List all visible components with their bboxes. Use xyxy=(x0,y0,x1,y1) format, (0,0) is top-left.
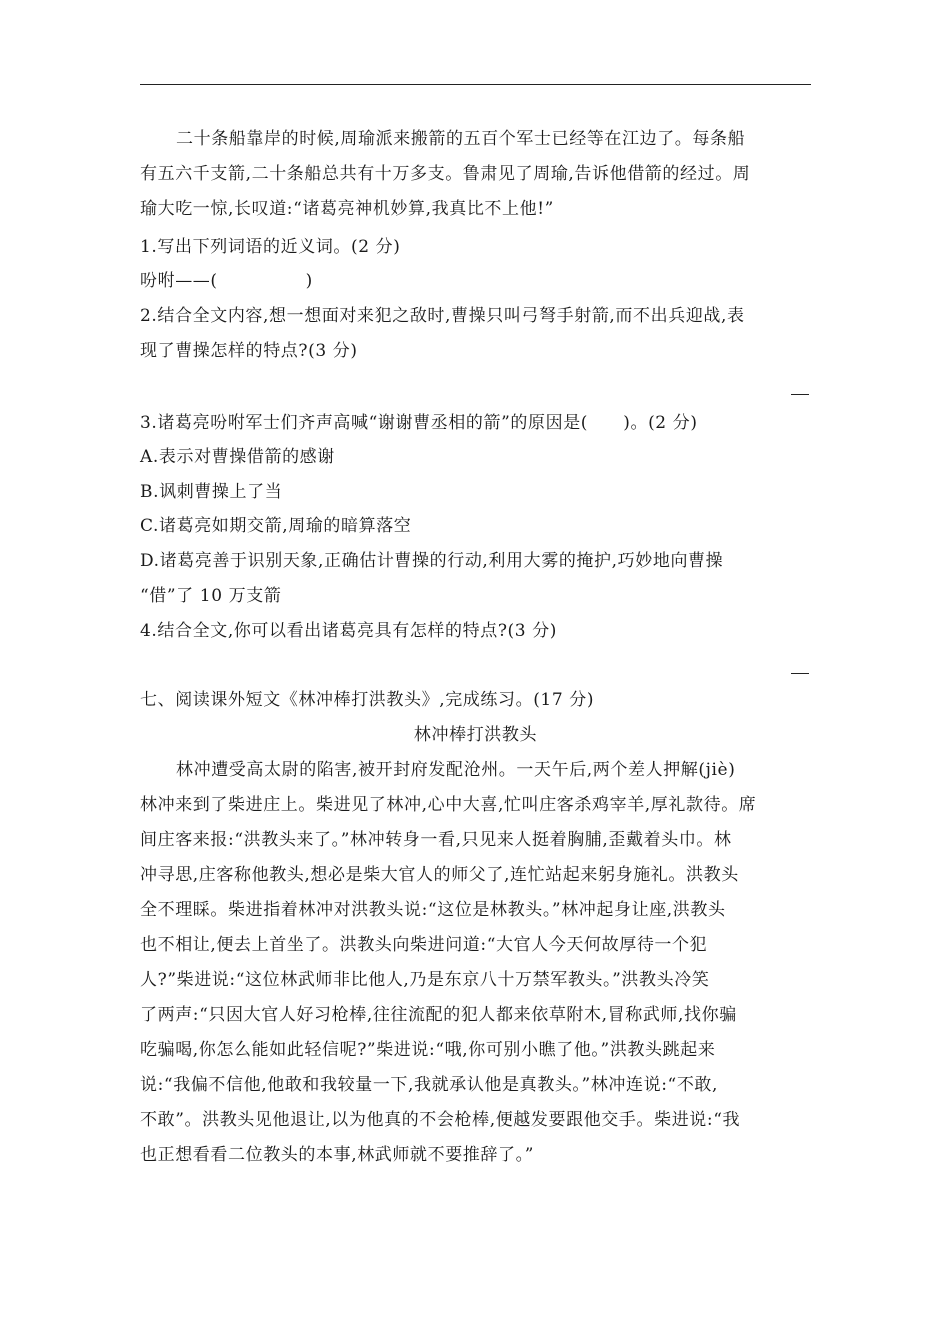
passage2-line-6: 也不相让,便去上首坐了。洪教头向柴进问道:“大官人今天何故厚待一个犯 xyxy=(140,935,708,955)
answer-line-q4 xyxy=(791,673,809,674)
answer-line-q2 xyxy=(791,394,809,395)
passage2-line-4: 冲寻思,庄客称他教头,想必是柴大官人的师父了,连忙站起来躬身施礼。洪教头 xyxy=(140,865,739,885)
passage2-title: 林冲棒打洪教头 xyxy=(413,725,538,745)
passage2-line-9: 吃骗喝,你怎么能如此轻信呢?”柴进说:“哦,你可别小瞧了他。”洪教头跳起来 xyxy=(140,1040,716,1060)
question-3-option-c: C.诸葛亮如期交箭,周瑜的暗算落空 xyxy=(140,516,412,536)
question-4: 4.结合全文,你可以看出诸葛亮具有怎样的特点?(3 分) xyxy=(140,621,558,641)
question-3: 3.诸葛亮吩咐军士们齐声高喊“谢谢曹丞相的箭”的原因是( )。(2 分) xyxy=(140,413,698,433)
passage1-line-3: 瑜大吃一惊,长叹道:“诸葛亮神机妙算,我真比不上他!” xyxy=(140,199,554,219)
question-2-line-1: 2.结合全文内容,想一想面对来犯之敌时,曹操只叫弓弩手射箭,而不出兵迎战,表 xyxy=(140,306,745,326)
passage2-line-8: 了两声:“只因大官人好习枪棒,往往流配的犯人都来依草附木,冒称武师,找你骗 xyxy=(140,1005,737,1025)
question-3-option-d-line-2: “借”了 10 万支箭 xyxy=(140,586,282,606)
passage2-line-5: 全不理睬。柴进指着林冲对洪教头说:“这位是林教头。”林冲起身让座,洪教头 xyxy=(140,900,726,920)
passage2-line-3: 间庄客来报:“洪教头来了。”林冲转身一看,只见来人挺着胸脯,歪戴着头巾。林 xyxy=(140,830,732,850)
passage2-line-1: 林冲遭受高太尉的陷害,被开封府发配沧州。一天午后,两个差人押解(jiè) xyxy=(176,760,736,780)
section-7-heading: 七、阅读课外短文《林冲棒打洪教头》,完成练习。(17 分) xyxy=(140,690,595,710)
question-2-line-2: 现了曹操怎样的特点?(3 分) xyxy=(140,341,358,361)
question-3-option-d-line-1: D.诸葛亮善于识别天象,正确估计曹操的行动,利用大雾的掩护,巧妙地向曹操 xyxy=(140,551,724,571)
question-1-item: 吩咐——( ) xyxy=(140,271,313,291)
passage2-line-12: 也正想看看二位教头的本事,林武师就不要推辞了。” xyxy=(140,1145,534,1165)
header-rule xyxy=(140,84,811,85)
passage1-line-2: 有五六千支箭,二十条船总共有十万多支。鲁肃见了周瑜,告诉他借箭的经过。周 xyxy=(140,164,751,184)
passage1-line-1: 二十条船靠岸的时候,周瑜派来搬箭的五百个军士已经等在江边了。每条船 xyxy=(176,129,746,149)
question-1: 1.写出下列词语的近义词。(2 分) xyxy=(140,237,401,257)
question-3-option-b: B.讽刺曹操上了当 xyxy=(140,482,283,502)
question-3-option-a: A.表示对曹操借箭的感谢 xyxy=(140,447,335,467)
passage2-line-10: 说:“我偏不信他,他敢和我较量一下,我就承认他是真教头。”林冲连说:“不敢, xyxy=(140,1075,719,1095)
passage2-line-7: 人?”柴进说:“这位林武师非比他人,乃是东京八十万禁军教头。”洪教头冷笑 xyxy=(140,970,710,990)
passage2-line-11: 不敢”。洪教头见他退让,以为他真的不会枪棒,便越发要跟他交手。柴进说:“我 xyxy=(140,1110,741,1130)
passage2-line-2: 林冲来到了柴进庄上。柴进见了林冲,心中大喜,忙叫庄客杀鸡宰羊,厚礼款待。席 xyxy=(140,795,757,815)
